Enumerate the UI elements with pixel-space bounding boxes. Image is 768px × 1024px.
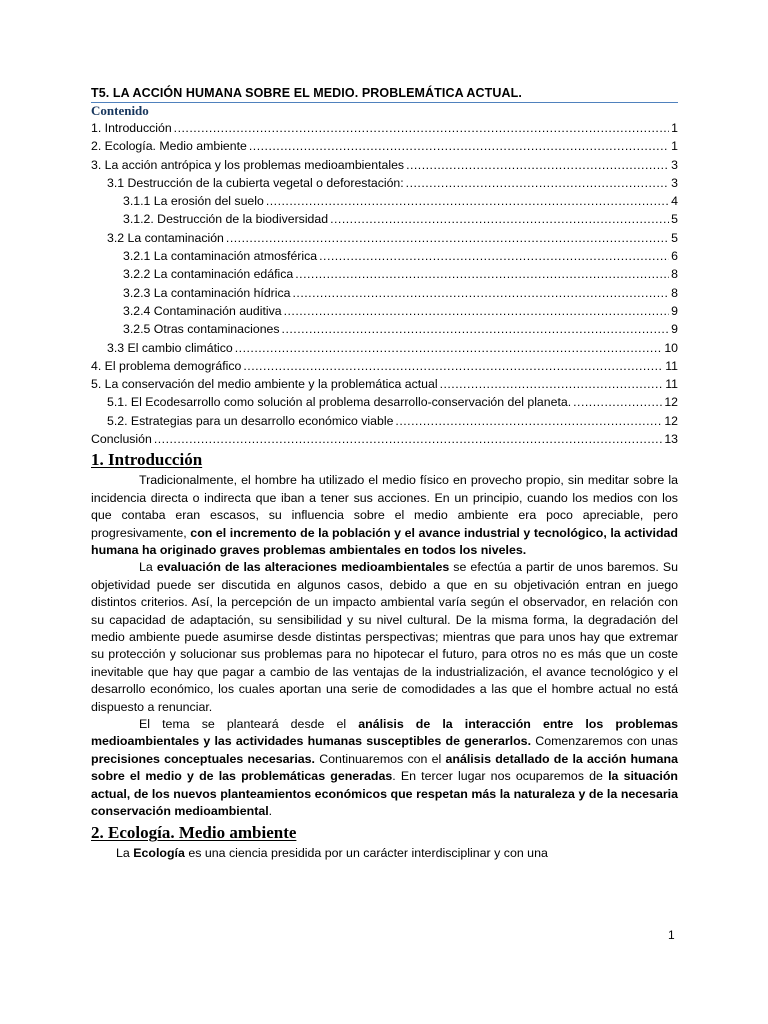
toc-entry-page: 1	[671, 139, 678, 154]
bold-text: precisiones conceptuales necesarias.	[91, 751, 315, 766]
toc-leader-dots	[406, 174, 669, 192]
toc-entry-label: 5.2. Estrategias para un desarrollo económico viable	[107, 413, 394, 428]
toc-leader-dots	[330, 210, 669, 228]
toc-leader-dots	[284, 302, 670, 320]
toc-entry-page: 8	[671, 267, 678, 282]
toc-entry-label: 3.1.2. Destrucción de la biodiversidad	[123, 212, 329, 227]
toc-entry-page: 1	[671, 121, 678, 135]
toc-leader-dots	[174, 119, 669, 137]
toc-entry[interactable]	[91, 302, 678, 320]
page-number: 1	[668, 928, 675, 942]
toc-entry[interactable]	[91, 375, 678, 393]
toc-leader-dots	[235, 339, 663, 357]
document-title: T5. LA ACCIÓN HUMANA SOBRE EL MEDIO. PROBLEMÁTICA ACTUAL.	[91, 86, 522, 100]
toc-leader-dots	[406, 156, 669, 174]
bold-text: la situación actual, de los nuevos planteamientos económicos que respetan más la naturaleza y de la necesaria conservación medioambiental	[91, 769, 678, 819]
toc-entry-label: 3.2 La contaminación	[107, 230, 224, 245]
bold-text: análisis de la interacción entre los problemas medioambientales y las actividades humanas susceptibles de generarlos.	[91, 717, 678, 749]
bold-text: análisis detallado de la acción humana sobre el medio y de las problemáticas generadas	[91, 751, 678, 784]
toc-entry-page: 9	[671, 303, 678, 318]
toc-entry-label: 3.2.1 La contaminación atmosférica	[123, 249, 318, 264]
toc-leader-dots	[282, 320, 670, 338]
text-run: Tradicionalmente, el hombre ha utilizado el medio físico en provecho propio, sin meditar sobre la incidencia directa o indirecta que iban a tener sus acciones. En un principio, cuando los medios con los que contaba eran escasos, su influencia sobre el medio ambiente era poco apreciable, pero progresivamente,	[91, 473, 678, 540]
toc-entry-label: 3.2.3 La contaminación hídrica	[123, 285, 291, 300]
toc-leader-dots	[226, 229, 669, 247]
toc-entry[interactable]	[91, 156, 678, 174]
table-of-contents	[91, 119, 678, 448]
section-heading-introduccion: 1. Introducción	[91, 450, 203, 470]
toc-entry-page: 3	[671, 175, 678, 190]
text-run: El tema se planteará desde el	[139, 717, 359, 732]
toc-entry[interactable]	[91, 320, 678, 338]
document-page	[91, 84, 678, 863]
text-run: es una ciencia presidida por un carácter interdisciplinar y con una	[184, 846, 548, 861]
toc-entry[interactable]	[91, 339, 678, 357]
toc-entry[interactable]	[91, 412, 678, 430]
paragraph	[91, 845, 678, 862]
toc-entry-page: 9	[671, 322, 678, 337]
toc-entry-page: 13	[664, 432, 678, 447]
toc-entry[interactable]	[91, 210, 678, 228]
toc-entry[interactable]	[91, 265, 678, 283]
paragraph	[91, 472, 678, 559]
bold-text: con el incremento de la población y el avance industrial y tecnológico, la actividad humana ha originado graves problemas ambientales en todos los niveles.	[91, 525, 678, 557]
toc-entry[interactable]	[91, 284, 678, 302]
toc-entry[interactable]	[91, 430, 678, 448]
toc-entry[interactable]	[91, 137, 678, 155]
text-run: . En tercer lugar nos ocuparemos de	[392, 769, 609, 784]
paragraph	[91, 716, 678, 820]
text-run: La	[116, 846, 134, 861]
text-run: La	[139, 560, 157, 575]
toc-leader-dots	[266, 192, 669, 210]
toc-entry-label: 2. Ecología. Medio ambiente	[91, 139, 247, 154]
toc-leader-dots	[154, 430, 662, 448]
toc-entry[interactable]	[91, 119, 678, 137]
toc-entry-page: 3	[671, 157, 678, 172]
toc-entry[interactable]	[91, 174, 678, 192]
toc-leader-dots	[243, 357, 663, 375]
toc-entry-page: 8	[671, 285, 678, 300]
toc-entry-page: 11	[665, 377, 678, 392]
toc-leader-dots	[292, 284, 669, 302]
bold-text: Ecología	[133, 846, 185, 861]
toc-entry-page: 12	[664, 395, 678, 410]
toc-entry-label: 5.1. El Ecodesarrollo como solución al problema desarrollo-conservación del planeta.	[107, 395, 572, 410]
section-heading-ecologia: 2. Ecología. Medio ambiente	[91, 823, 297, 843]
toc-leader-dots	[395, 412, 662, 430]
bold-text: evaluación de las alteraciones medioambientales	[156, 560, 450, 575]
toc-entry[interactable]	[91, 393, 678, 411]
toc-entry-page: 10	[664, 340, 678, 355]
toc-entry-page: 6	[671, 249, 678, 264]
toc-entry-label: 3.1.1 La erosión del suelo	[123, 194, 264, 209]
toc-leader-dots	[573, 393, 662, 411]
toc-leader-dots	[440, 375, 664, 393]
toc-heading: Contenido	[91, 102, 678, 119]
toc-entry[interactable]	[91, 247, 678, 265]
text-run: Continuaremos con el	[315, 751, 446, 766]
toc-entry[interactable]	[91, 192, 678, 210]
toc-entry-label: 4. El problema demográfico	[91, 358, 242, 373]
toc-entry-label: 3.1 Destrucción de la cubierta vegetal o deforestación:	[107, 175, 404, 190]
toc-entry-label: 5. La conservación del medio ambiente y la problemática actual	[91, 377, 438, 392]
text-run: Comenzaremos con unas	[531, 734, 678, 749]
toc-entry-label: 3.2.4 Contaminación auditiva	[123, 303, 282, 318]
toc-entry-label: 3.3 El cambio climático	[107, 340, 233, 355]
toc-leader-dots	[295, 265, 669, 283]
toc-entry[interactable]	[91, 357, 678, 375]
toc-entry-page: 4	[671, 194, 678, 209]
text-run: se efectúa a partir de unos baremos. Su objetividad puede ser discutida en algunos casos, debido a que en su objetivación entran en juego distintos criterios. Así, la percepción de un impacto ambiental varía según el observador, en relación con su capacidad de adaptación, su sensibilidad y su nivel cultural. De la misma forma, la degradación del medio ambiente puede asumirse desde distintas perspectivas; mientras que para unos hay que extremar su protección y solucionar sus problemas para no hipotecar el futuro, para otros no es más que un coste inevitable que hay que pagar a cambio de las ventajas de la industrialización, el avance tecnológico y el desarrollo económico, los cuales aportan una serie de comodidades a las que el hombre actual no está dispuesto a renunciar.	[91, 560, 678, 714]
toc-entry-page: 5	[671, 230, 678, 245]
toc-entry-label: 1. Introducción	[91, 121, 172, 135]
toc-leader-dots	[319, 247, 669, 265]
toc-entry-label: 3.2.5 Otras contaminaciones	[123, 322, 280, 337]
toc-entry-page: 11	[665, 358, 678, 373]
toc-leader-dots	[249, 137, 669, 155]
toc-entry-label: 3. La acción antrópica y los problemas medioambientales	[91, 157, 405, 172]
toc-entry-label: 3.2.2 La contaminación edáfica	[123, 267, 294, 282]
toc-entry-label: Conclusión	[91, 432, 152, 447]
toc-entry-page: 5	[671, 212, 678, 227]
toc-entry-page: 12	[664, 413, 678, 428]
toc-entry[interactable]	[91, 229, 678, 247]
text-run: .	[268, 804, 273, 819]
paragraph	[91, 559, 678, 716]
